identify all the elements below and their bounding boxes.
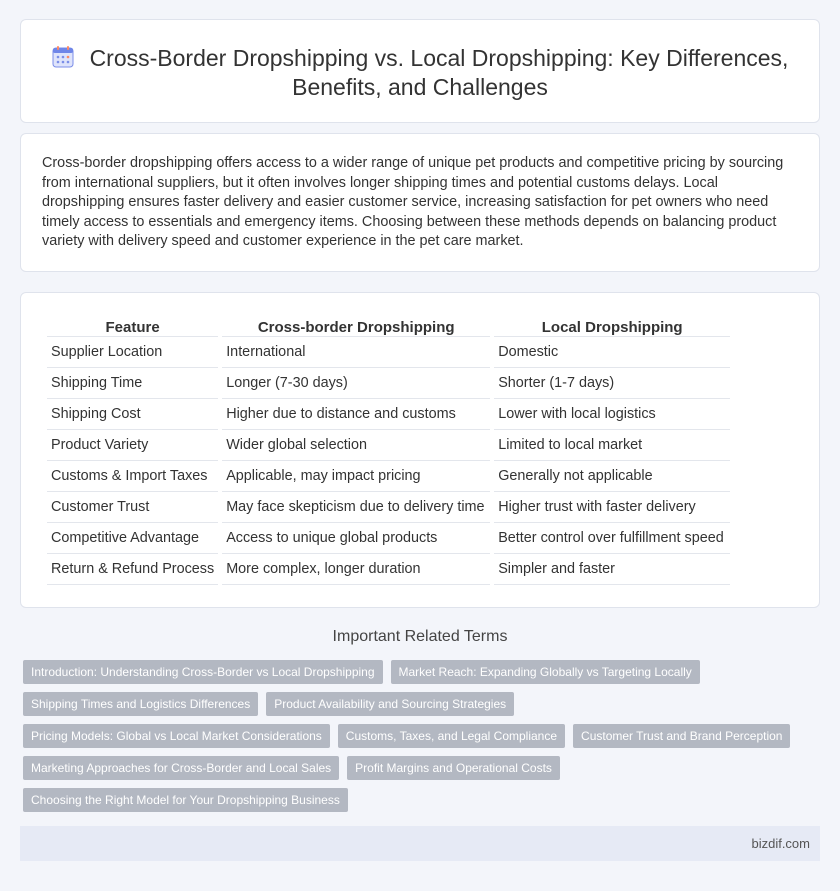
table-cell: International (222, 337, 490, 368)
page-title-wrap (21, 44, 819, 102)
tag-row (23, 692, 803, 716)
table-cell: Shipping Time (47, 368, 218, 399)
related-term-tag[interactable]: Marketing Approaches for Cross-Border and Local Sales (23, 756, 339, 780)
table-cell: Customs & Import Taxes (47, 461, 218, 492)
table-cell: Higher trust with faster delivery (494, 492, 730, 523)
table-cell: Lower with local logistics (494, 399, 730, 430)
related-term-tag[interactable]: Introduction: Understanding Cross-Border vs Local Dropshipping (23, 660, 383, 684)
tag-row (23, 660, 803, 684)
header-local: Local Dropshipping (494, 315, 730, 337)
table-cell: Return & Refund Process (47, 554, 218, 585)
related-terms-list (23, 660, 803, 820)
table-row (47, 368, 730, 399)
related-term-tag[interactable]: Profit Margins and Operational Costs (347, 756, 560, 780)
table-row (47, 461, 730, 492)
table-row (47, 492, 730, 523)
table-cell: Customer Trust (47, 492, 218, 523)
related-term-tag[interactable]: Customer Trust and Brand Perception (573, 724, 790, 748)
title-card (20, 19, 820, 123)
intro-card (20, 133, 820, 272)
table-cell: Shipping Cost (47, 399, 218, 430)
table-cell: More complex, longer duration (222, 554, 490, 585)
table-cell: Better control over fulfillment speed (494, 523, 730, 554)
header-cross-border: Cross-border Dropshipping (222, 315, 490, 337)
table-row (47, 554, 730, 585)
table-row (47, 399, 730, 430)
related-term-tag[interactable]: Shipping Times and Logistics Differences (23, 692, 258, 716)
tag-row (23, 724, 803, 748)
table-row (47, 430, 730, 461)
table-cell: Limited to local market (494, 430, 730, 461)
page-title: Cross-Border Dropshipping vs. Local Dropshipping: Key Differences, Benefits, and Challenges (89, 45, 789, 100)
table-cell: Competitive Advantage (47, 523, 218, 554)
related-terms-title: Important Related Terms (332, 628, 508, 645)
table-cell: Wider global selection (222, 430, 490, 461)
table-row (47, 337, 730, 368)
footer-brand-link[interactable]: bizdif.com (751, 836, 810, 851)
table-cell: Access to unique global products (222, 523, 490, 554)
related-term-tag[interactable]: Market Reach: Expanding Globally vs Targeting Locally (391, 660, 700, 684)
comparison-table (43, 315, 734, 585)
table-cell: Longer (7-30 days) (222, 368, 490, 399)
related-term-tag[interactable]: Choosing the Right Model for Your Dropshipping Business (23, 788, 348, 812)
header-feature: Feature (47, 315, 218, 337)
table-cell: Domestic (494, 337, 730, 368)
tag-row (23, 756, 803, 780)
related-term-tag[interactable]: Pricing Models: Global vs Local Market Considerations (23, 724, 330, 748)
comparison-card (20, 292, 820, 608)
table-cell: Generally not applicable (494, 461, 730, 492)
calendar-icon (52, 46, 74, 68)
table-cell: Shorter (1-7 days) (494, 368, 730, 399)
intro-paragraph: Cross-border dropshipping offers access to a wider range of unique pet products and competitive pricing by sourcing from international suppliers, but it often involves longer shipping times and potential customs delays. Local dropshipping ensures faster delivery and easier customer service, increasing satisfaction for pet owners who need timely access to essentials and emergency items. Choosing between these methods depends on balancing product variety with delivery speed and customer experience in the pet care market. (42, 155, 784, 250)
table-row (47, 523, 730, 554)
table-cell: Applicable, may impact pricing (222, 461, 490, 492)
table-header-row (47, 315, 730, 337)
related-term-tag[interactable]: Product Availability and Sourcing Strategies (266, 692, 514, 716)
table-cell: Simpler and faster (494, 554, 730, 585)
footer (20, 826, 820, 861)
table-cell: Supplier Location (47, 337, 218, 368)
table-cell: May face skepticism due to delivery time (222, 492, 490, 523)
table-cell: Higher due to distance and customs (222, 399, 490, 430)
tag-row (23, 788, 803, 812)
table-cell: Product Variety (47, 430, 218, 461)
related-term-tag[interactable]: Customs, Taxes, and Legal Compliance (338, 724, 565, 748)
